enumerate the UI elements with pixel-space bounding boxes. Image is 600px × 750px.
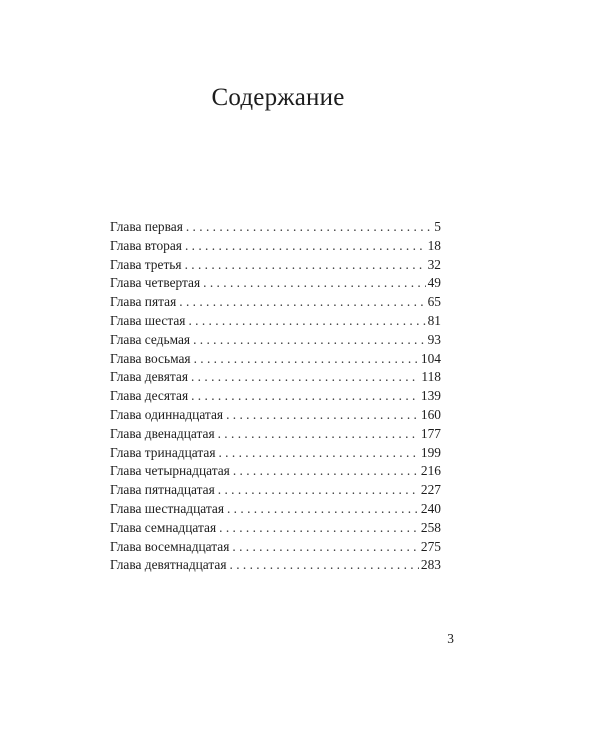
toc-entry[interactable] — [110, 350, 441, 369]
toc-entry-page: 118 — [421, 369, 441, 385]
toc-entry-label: Глава десятая — [110, 388, 189, 404]
toc-dot-leader — [219, 519, 419, 538]
toc-dot-leader — [233, 462, 419, 481]
toc-entry[interactable] — [110, 274, 441, 293]
toc-entry[interactable] — [110, 500, 441, 519]
toc-dot-leader — [227, 500, 419, 519]
toc-dot-leader — [193, 331, 426, 350]
toc-entry[interactable] — [110, 237, 441, 256]
toc-dot-leader — [185, 237, 426, 256]
toc-entry-label: Глава шестая — [110, 312, 186, 328]
toc-dot-leader — [179, 293, 425, 312]
toc-entry[interactable] — [110, 556, 441, 575]
toc-entry-page: 258 — [420, 519, 441, 535]
toc-entry[interactable] — [110, 256, 441, 275]
toc-entry[interactable] — [110, 481, 441, 500]
toc-dot-leader — [191, 368, 419, 387]
toc-entry[interactable] — [110, 331, 441, 350]
toc-entry-page: 160 — [420, 406, 441, 422]
toc-entry[interactable] — [110, 462, 441, 481]
toc-entry[interactable] — [110, 387, 441, 406]
toc-entry[interactable] — [110, 519, 441, 538]
toc-entry[interactable] — [110, 406, 441, 425]
toc-entry-label: Глава двенадцатая — [110, 425, 215, 441]
toc-entry-page: 199 — [420, 444, 441, 460]
toc-dot-leader — [188, 312, 425, 331]
toc-entry-page: 81 — [427, 312, 441, 328]
toc-entry-label: Глава первая — [110, 219, 183, 234]
toc-entry-page: 18 — [427, 237, 441, 253]
toc-entry-page: 32 — [427, 256, 441, 272]
toc-entry-page: 104 — [420, 350, 441, 366]
toc-entry-label: Глава третья — [110, 256, 182, 272]
toc-dot-leader — [218, 444, 418, 463]
toc-entry[interactable] — [110, 425, 441, 444]
page-title: Содержание — [211, 84, 345, 111]
toc-dot-leader — [230, 556, 419, 575]
toc-entry-page: 227 — [420, 482, 441, 498]
toc-dot-leader — [218, 481, 419, 500]
table-of-contents — [110, 218, 441, 575]
toc-entry-page: 275 — [420, 538, 441, 554]
toc-entry[interactable] — [110, 444, 441, 463]
toc-entry[interactable] — [110, 218, 441, 237]
toc-entry-label: Глава пятая — [110, 294, 177, 310]
toc-entry-label: Глава седьмая — [110, 331, 191, 347]
toc-entry-page: 139 — [420, 388, 441, 404]
toc-entry[interactable] — [110, 312, 441, 331]
toc-entry-label: Глава девятнадцатая — [110, 557, 227, 573]
toc-dot-leader — [218, 425, 419, 444]
toc-entry-label: Глава семнадцатая — [110, 519, 217, 535]
toc-entry-page: 240 — [420, 500, 441, 516]
toc-dot-leader — [194, 350, 419, 369]
toc-entry-label: Глава шестнадцатая — [110, 500, 224, 516]
toc-dot-leader — [185, 256, 426, 275]
toc-dot-leader — [232, 538, 419, 557]
toc-entry-label: Глава вторая — [110, 237, 182, 253]
toc-dot-leader — [191, 387, 419, 406]
toc-entry[interactable] — [110, 368, 441, 387]
toc-entry-page: 49 — [427, 275, 441, 291]
toc-dot-leader — [203, 274, 425, 293]
toc-entry-page: 216 — [420, 463, 441, 479]
toc-entry-label: Глава пятнадцатая — [110, 482, 215, 498]
toc-entry-label: Глава тринадцатая — [110, 444, 216, 460]
toc-entry-page: 177 — [420, 425, 441, 441]
toc-entry-page: 283 — [420, 557, 441, 573]
toc-dot-leader — [186, 218, 432, 237]
toc-entry[interactable] — [110, 293, 441, 312]
toc-entry-label: Глава одиннадцатая — [110, 406, 224, 422]
toc-entry[interactable] — [110, 538, 441, 557]
toc-entry-label: Глава четвертая — [110, 275, 201, 291]
toc-entry-page: 65 — [427, 294, 441, 310]
toc-entry-label: Глава восемнадцатая — [110, 538, 230, 554]
toc-entry-page: 5 — [434, 219, 441, 234]
toc-dot-leader — [226, 406, 419, 425]
page-number: 3 — [447, 631, 454, 646]
toc-entry-label: Глава восьмая — [110, 350, 191, 366]
toc-entry-label: Глава девятая — [110, 369, 188, 385]
toc-entry-label: Глава четырнадцатая — [110, 463, 230, 479]
toc-entry-page: 93 — [427, 331, 441, 347]
